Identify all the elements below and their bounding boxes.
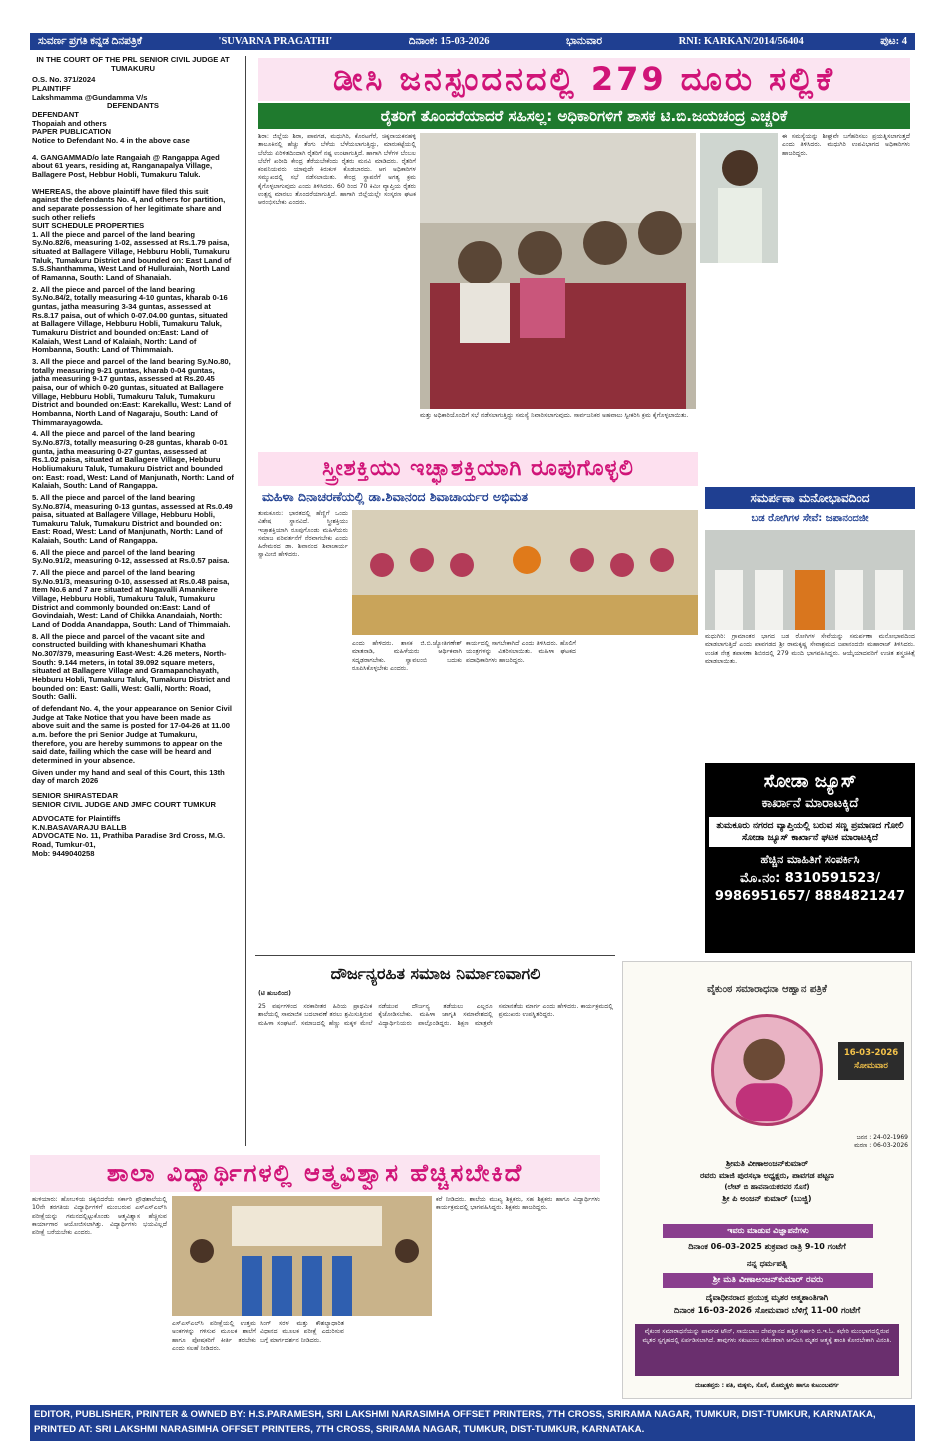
story5-column-2: ಎಸ್‌ಎಸ್‌ಎಲ್‌ಸಿ ಪರೀಕ್ಷೆಯಲ್ಲಿ ಉತ್ತಮ ಅಂಕಗಳನ್ನು ಗಳಿಸುವ ಮೂಲಕ ಶಾಲೆಗೆ ಹಾಗೂ ಪೋಷಕರಿಗೆ ಕೀರ್ತಿ ತರಬೇಕು ಎಂದು ಸಲಹೆ ನೀಡಿದರು.	[172, 1320, 256, 1352]
schedule-heading: SUIT SCHEDULE PROPERTIES	[32, 221, 145, 231]
story5-column-3: ಸಿಂಗ್ ಸರಳ ಮತ್ತು ಕೌಶಲ್ಯಾಧಾರಿತ ವಿಧಾನದ ಮೂಲಕ ಪರೀಕ್ಷೆ ಎದುರಿಸುವ ಬಗ್ಗೆ ಮಾರ್ಗದರ್ಶನ ನೀಡಿದರು.	[260, 1320, 344, 1344]
defendants-heading: DEFENDANTS	[107, 101, 159, 111]
schedule-item-2: 2. All the piece and parcel of the land bearing Sy.No.84/2, totally measuring 4-10 guntas, kharab 0-16 guntas, jatha measuring 3-34 guntas, assessed at Rs.8.17 paisa, out of which 0-07.04.00 guntas, situated at Ballagere Village, Hebburu Hobli, Tumakuru Taluk, Tumakuru District and bounded on:East: Land of Kalaiah, West Land of Kalaiah, North: Land of Hombanna, South: Land of Thimmaiah.	[32, 284, 228, 355]
portrait-icon	[711, 1014, 823, 1126]
spouse-heading: ನನ್ನ ಧರ್ಮಪತ್ನಿ	[746, 1259, 788, 1268]
rni-number: RNI: KARKAN/2014/56404	[678, 36, 804, 47]
schedule-item-7: 7. All the piece and parcel of the land bearing Sy.No.91/3, measuring 0-10, assessed at Rs.0.48 paisa, Item No.6 and 7 are situated at Nagavalli Amanikere Village, Hebburu Hobli, Tumakuru Taluk, Tumakuru District and commonly bounded on:East: Land of Govindaiah, West: Land of Chikka Anandaiah, North: Land of Dodda Anandappa, South: Land of Thimmaiah.	[32, 568, 231, 630]
advocate-line-2: K.N.BASAVARAJU BALLB	[32, 822, 127, 832]
story1-subheadline: ರೈತರಿಗೆ ತೊಂದರೆಯಾದರೆ ಸಹಿಸಲ್ಲ: ಅಧಿಕಾರಿಗಳಿಗೆ ಶಾಸಕ ಟಿ.ಬಿ.ಜಯಚಂದ್ರ ಎಚ್ಚರಿಕೆ	[258, 103, 910, 129]
story2-column-1: ತುಮಕೂರು: ಭಾರತದಲ್ಲಿ ಹೆಣ್ಣಿಗೆ ಒಂದು ವಿಶೇಷ ಸ್ಥಾನವಿದೆ. ಸ್ತ್ರೀಶಕ್ತಿಯು ಇಚ್ಛಾಶಕ್ತಿಯಾಗಿ ರೂಪುಗೊಂಡು ಮಹಿಳೆಯರು ಸಮಾಜ ಪರಿವರ್ತನೆಗೆ ನೆರವಾಗಬೇಕು ಎಂದು ಹಿರೇಮಠದ ಡಾ. ಶಿವಾನಂದ ಶಿವಾಚಾರ್ಯ ಸ್ವಾಮೀಜಿ ಹೇಳಿದರು.	[258, 510, 348, 559]
story4-body: 25 ವರ್ಷಗಳಿಂದ ಸರಕಾರೀತರ ಹಿರಿಯ ಪ್ರಾಥಮಿಕ ಶಾಲೆಯಲ್ಲಿ ಸಾಮಾಜಿಕ ಬದಲಾವಣೆ ತರಲು ಶ್ರಮಿಸುತ್ತಿರುವ ಮಹಿಳಾ ಸಂಘಟನೆ. ಸಮಾಜದಲ್ಲಿ ಹೆಣ್ಣು ಮಕ್ಕಳ ಮೇಲೆ ನಡೆಯುವ ದೌರ್ಜನ್ಯ ತಡೆಯಲು ಎಲ್ಲರೂ ಕೈಜೋಡಿಸಬೇಕು. ಮಹಿಳಾ ಜಾಗೃತಿ ಸಮಾವೇಶದಲ್ಲಿ ವಿದ್ಯಾರ್ಥಿನಿಯರು ಪಾಲ್ಗೊಂಡಿದ್ದರು. ಶಿಕ್ಷಣ ಮಾತ್ರವೇ ಸಮಾನತೆಯ ಮಾರ್ಗ ಎಂದು ಹೇಳಿದರು. ಕಾರ್ಯಕ್ರಮದಲ್ಲಿ ಪ್ರಮುಖರು ಉಪಸ್ಥಿತರಿದ್ದರು.	[258, 1003, 613, 1027]
story3-photo	[705, 530, 915, 630]
woman-portrait-icon	[714, 1017, 820, 1123]
farmer-photo-icon	[700, 133, 778, 263]
students-photo-icon	[172, 1196, 432, 1316]
advocate-phone: Mob: 9449040258	[32, 848, 95, 858]
schedule-item-6: 6. All the piece and parcel of the land bearing Sy.No.91/2, measuring 0-12, assessed at Rs.0.57 paisa.	[32, 547, 230, 566]
meeting-photo-icon	[420, 133, 696, 409]
story4-headline: ದೌರ್ಜನ್ಯರಹಿತ ಸಮಾಜ ನಿರ್ಮಾಣವಾಗಲಿ	[330, 964, 541, 983]
court-name: IN THE COURT OF THE PRL SENIOR CIVIL JUDGE AT TUMAKURU	[36, 56, 230, 73]
defendant-name: Thopaiah and others	[32, 118, 107, 128]
deceased-name: ಶ್ರೀಮತಿ ವೀಣಾಅಂಜನ್‌ಕುಮಾರ್	[725, 1159, 809, 1168]
ceremony-line-1: ದೈವಾಧೀನರಾದ ಪ್ರಯುಕ್ತ ಮೃತರ ಆತ್ಮಶಾಂತಿಗಾಗಿ	[705, 1293, 829, 1302]
story1-photo	[420, 133, 696, 409]
schedule-item-3: 3. All the piece and parcel of the land bearing Sy.No.80, totally measuring 9-21 guntas, kharab 0-04 guntas, jatha measuring 9-17 guntas, assessed at Rs.20.45 paisa, our of which 0-20 guntas, situated at Ballagere Village, Hebburu Hobli, Tumakuru Taluk, Tumakuru District and bounded on:East: Karekallu, West: Land of Hombanna, North Land of Nagaraju, South: Land of Thimmarayagowda.	[32, 357, 232, 427]
story1-headline: ಡೀಸಿ ಜನಸ್ಪಂದನದಲ್ಲಿ 279 ದೂರು ಸಲ್ಲಿಕೆ	[258, 58, 910, 101]
story2-headline: ಸ್ತ್ರೀಶಕ್ತಿಯು ಇಚ್ಛಾಶಕ್ತಿಯಾಗಿ ರೂಪುಗೊಳ್ಳಲಿ	[258, 452, 698, 486]
story5-column-4: ಕರೆ ನೀಡಿದರು. ಶಾಲೆಯ ಮುಖ್ಯ ಶಿಕ್ಷಕರು, ಸಹ ಶಿಕ್ಷಕರು ಹಾಗೂ ವಿದ್ಯಾರ್ಥಿಗಳು ಕಾರ್ಯಕ್ರಮದಲ್ಲಿ ಭಾಗವಹಿಸಿದ್ದರು. ಶಿಕ್ಷಕರು ಹಾಜರಿದ್ದರು.	[436, 1196, 600, 1212]
deceased-info	[623, 1158, 911, 1205]
schedule-item-4: 4. All the piece and parcel of the land bearing Sy.No.87/3, totally measuring 0-28 guntas, kharab 0-01 gunta, jatha measuring 0-27 guntas, assessed at Rs.1.02 paisa, situated at Ballagere Village, Hebburu Hobliumakuru Taluk, Tumakuru District and bounded on: East: road, West: Land of Manjunath, North: Land of Kalaiah, South: Land of Rangappa.	[32, 429, 234, 491]
birth-date: ಜನನ : 24-02-1969	[856, 1134, 908, 1141]
ad-phone-2: 9986951657/ 8884821247	[714, 889, 906, 905]
doctors-photo-icon	[705, 530, 915, 630]
story2-subheadline: ಮಹಿಳಾ ದಿನಾಚರಣೆಯಲ್ಲಿ ಡಾ.ಶಿವಾನಂದ ಶಿವಾಚಾರ್ಯರ ಅಭಿಮತ	[258, 487, 698, 507]
defendant-4: 4. GANGAMMAD/o late Rangaiah @ Rangappa Aged about 61 years, residing at, Ranganapalya Village, Ballagere Post, Hebbur Hobli, Tumakuru Taluk.	[32, 152, 220, 179]
story2-photo	[352, 510, 698, 635]
story3-body: ಮಧುಗಿರಿ: ಗ್ರಾಮಾಂತರ ಭಾಗದ ಬಡ ರೋಗಿಗಳ ಸೇವೆಯನ್ನು ಸಮರ್ಪಣಾ ಮನೋಭಾವದಿಂದ ಮಾಡಲಾಗುತ್ತಿದೆ ಎಂದು ಪಾವಗಡದ ಶ್ರೀ ರಾಮಕೃಷ್ಣ ಸೇವಾಶ್ರಮದ ಜಪಾನಂದಜೀ ಮಹಾರಾಜ್ ತಿಳಿಸಿದರು. ಉಚಿತ ನೇತ್ರ ತಪಾಸಣಾ ಶಿಬಿರದಲ್ಲಿ 279 ಮಂದಿ ಭಾಗವಹಿಸಿದ್ದರು. ಆಯ್ಕೆಯಾದವರಿಗೆ ಉಚಿತ ಶಸ್ತ್ರಚಿಕಿತ್ಸೆ ಮಾಡಲಾಯಿತು.	[705, 633, 915, 665]
announcement-bar: ಇವರು ಮಾಡುವ ವಿಜ್ಞಾಪನೆಗಳು	[663, 1224, 873, 1238]
given-line: Given under my hand and seal of this Court, this 13th day of march 2026	[32, 767, 225, 786]
section-divider	[255, 955, 615, 956]
story1-photo-2	[700, 133, 778, 263]
paper-name-english: 'SUVARNA PRAGATHI'	[218, 36, 333, 47]
birth-death-dates	[823, 1134, 908, 1151]
story1-column-right: ಈ ಸಮಸ್ಯೆಯನ್ನು ಶೀಘ್ರವೇ ಬಗೆಹರಿಸಲು ಪ್ರಯತ್ನಿಸಲಾಗುತ್ತದೆ ಎಂದು ತಿಳಿಸಿದರು. ಮಧುಗಿರಿ ಉಪವಿಭಾಗದ ಅಧಿಕಾರಿಗಳು ಹಾಜರಿದ್ದರು.	[782, 133, 910, 157]
story4-byline: (ಟಿ ಹುಬಲಿಂದ)	[258, 990, 291, 997]
deceased-relation: (ಲೇಟ್ ಬಿ ಹಾವನಾಯಕರವರ ಸೊಸೆ)	[724, 1183, 810, 1191]
name-bar: ಶ್ರೀ ಮತಿ ವೀಣಾಅಂಜನ್‌ಕುಮಾರ್ ರವರು	[663, 1273, 873, 1288]
schedule-item-5: 5. All the piece and parcel of the land bearing Sy.No.87/4, measuring 0-13 guntas, assessed at Rs.0.49 paisa, situated at Ballagere Village, Hebburu Hobli, Tumakuru Taluk, Tumakuru District and bounded on: East: Road, West: Land of Manjunath, North: Land of Kalaiah, South: Land of Rangappa.	[32, 492, 233, 546]
ceremony-line-2: ದಿನಾಂಕ 16-03-2026 ಸೋಮವಾರ ಬೆಳಿಗ್ಗೆ 11-00 ಗಂಟೆಗೆ	[673, 1306, 861, 1316]
publication-label: PAPER PUBLICATION	[32, 127, 112, 137]
story1-column-1: ಶಿರಾ: ಜಿಲ್ಲೆಯ ಶಿರಾ, ಪಾವಗಡ, ಮಧುಗಿರಿ, ಕೊರಟಗೆರೆ, ಚಿಕ್ಕನಾಯಕನಹಳ್ಳಿ ತಾಲೂಕಿನಲ್ಲಿ ಹೆಚ್ಚು ತೆಂಗು ಬೆಳೆಯ ಬೆಳೆಯಲಾಗುತ್ತಿದ್ದು, ಮಾರುಕಟ್ಟೆಯಲ್ಲಿ ಬೆಲೆಯ ಏರಿಳಿತದಿಂದಾಗಿ ರೈತರಿಗೆ ನಷ್ಟ ಉಂಟಾಗುತ್ತಿದೆ. ಹಾಗಾಗಿ ಬೆಳೆಗಳ ಬೆಂಬಲ ಬೆಲೆಗೆ ಖರೀದಿ ಕೇಂದ್ರ ತೆರೆಯಬೇಕೆಂದು ರೈತರು ಮನವಿ ಮಾಡಿದರು. ರೈತರಿಗೆ ಕಂಪನಿಯವರು ಯಾವುದೇ ಕಿರುಕುಳ ಕೊಡಬಾರದು. ಆಗ ಅಧಿಕಾರಿಗಳ ಸಮ್ಮುಖದಲ್ಲಿ ಸಭೆ ನಡೆಸಲಾಯಿತು. ಕೇಂದ್ರ ಸ್ಥಾಪನೆಗೆ ಅಗತ್ಯ ಕ್ರಮ ಕೈಗೊಳ್ಳಲಾಗುವುದು ಎಂದು ತಿಳಿಸಿದರು. 60 ರಿಂದ 70 ಕಿಮೀ ವ್ಯಾಪ್ತಿಯ ರೈತರು ಉತ್ಪನ್ನ ಮಾರಲು ತೊಂದರೆಯಾಗುತ್ತಿದೆ. ಹಾಗಾಗಿ ಜಿಲ್ಲೆಯಲ್ಲೇ ಸಂಸ್ಕರಣ ಘಟಕ ಆರಂಭಿಸಬೇಕು ಎಂದರು.	[258, 133, 416, 206]
schedule-item-1: 1. All the piece and parcel of the land bearing Sy.No.82/6, measuring 1-02, assessed at Rs.1.79 paisa, situated at Ballagere Village, Hebburu Hobli, Tumakuru Taluk, Tumakuru District and bounded on: East Land of S.S.Shanthamma, West Land of Hulluraiah, North Land of Ramanna, South: Land of Shanaiah.	[32, 229, 232, 283]
ad-description: ತುಮಕೂರು ನಗರದ ವ್ಯಾಪ್ತಿಯಲ್ಲಿ ಬರುವ ಸಣ್ಣ ಪ್ರಮಾಣದ ಗೋಲಿ ಸೋಡಾ ಜ್ಯೂಸ್ ಕಾರ್ಖಾನೆ ಘಟಕ ಮಾರಾಟಕ್ಕಿದೆ	[709, 817, 911, 847]
venue-box: ವೈಕುಂಠ ಸಮಾರಾಧನೆಯನ್ನು ಪಾವಗಡ ಟೌನ್, ಸಾಯಿಬಾಬ ದೇವಸ್ಥಾನದ ಹತ್ತಿರ ಸರ್ಕಾರಿ ಬಿ.ಇ.ಓ. ಕಛೇರಿ ಮುಂಭಾಗದಲ್ಲಿರುವ ಮೃತರ ಸ್ವಗೃಹದಲ್ಲಿ ಏರ್ಪಡಿಸಲಾಗಿದೆ. ತಾವುಗಳು ಸಕುಟುಂಬ ಸಮೇತರಾಗಿ ಆಗಮಿಸಿ ಮೃತರ ಆತ್ಮಕ್ಕೆ ಶಾಂತಿ ಕೋರಬೇಕಾಗಿ ವಿನಂತಿ.	[635, 1324, 899, 1376]
signatory-2: SENIOR CIVIL JUDGE AND JMFC COURT TUMKUR	[32, 799, 216, 809]
imprint-footer: EDITOR, PUBLISHER, PRINTER & OWNED BY: H.S.PARAMESH, SRI LAKSHMI NARASIMHA OFFSET PRINTERS, 7TH CROSS, SRIRAMA NAGAR, TUMKUR, DIST-TUMKUR, KARNATAKA, PRINTED AT: SRI LAKSHMI NARASIMHA OFFSET PRINTERS, 7TH CROSS, SRIRAMA NAGAR, TUMKUR, DIST-TUMKUR, KARNATAKA.	[30, 1405, 915, 1441]
issue-date: ದಿನಾಂಕ: 15-03-2026	[408, 35, 490, 47]
death-date: ಮರಣ : 06-03-2026	[854, 1142, 908, 1150]
deceased-role: ರವರು ಮಾಜಿ ಪುರಸಭಾ ಅಧ್ಯಕ್ಷರು, ಪಾವಗಡ ಪಟ್ಟಣ	[700, 1171, 834, 1180]
case-number: O.S. No. 371/2024	[32, 75, 96, 85]
legal-notice	[32, 56, 234, 1146]
column-divider	[245, 56, 246, 1146]
appearance-para: of defendant No. 4, the your appearance on Senior Civil Judge at Take Notice that you have been made as above suit and the same is posted for 17-04-26 at 11.00 a.m. before the pri Senior Judge at Tumakuru, therefore, you are hereby summons to appear on the said date, failing which the case will be heard and determined in your absence.	[32, 703, 233, 765]
masthead-bar	[30, 33, 915, 50]
advocate-line-3: ADVOCATE No. 11, Prathiba Paradise 3rd Cross, M.G. Road, Tumkur-01,	[32, 831, 226, 850]
death-date-line: ದಿನಾಂಕ 06-03-2025 ಶುಕ್ರವಾರ ರಾತ್ರಿ 9-10 ಗಂಟೆಗೆ	[688, 1242, 846, 1251]
ad-title: ಸೋಡಾ ಜ್ಯೂಸ್	[763, 771, 857, 792]
issue-day: ಭಾನುವಾರ	[566, 35, 603, 47]
date-badge-day: ಸೋಮವಾರ	[854, 1060, 888, 1071]
story1-column-mid: ಮತ್ತು ಅಧಿಕಾರಿಯೊಂದಿಗೆ ಸಭೆ ನಡೆಸಲಾಗುತ್ತಿದ್ದು ಸಮಸ್ಯೆ ನಿವಾರಿಸಲಾಗುವುದು. ಸಾರ್ವಜನಿಕರ ಅಹವಾಲು ಸ್ವೀಕರಿಸಿ ಕ್ರಮ ಕೈಗೊಳ್ಳಲಾಯಿತು.	[420, 412, 689, 419]
ad-subtitle: ಕಾರ್ಖಾನೆ ಮಾರಾಟಕ್ಕಿದೆ	[761, 796, 859, 811]
group-photo-icon	[352, 510, 698, 635]
story5-column-1: ಹುಳಿಯಾರು: ಹೋಬಳಿಯ ಚಿಕ್ಕಬಿದರೆಯ ಸರ್ಕಾರಿ ಪ್ರೌಢಶಾಲೆಯಲ್ಲಿ 10ನೇ ತರಗತಿಯ ವಿದ್ಯಾರ್ಥಿಗಳಿಗೆ ಮುಂಬರುವ ಎಸ್‌ಎಸ್‌ಎಲ್‌ಸಿ ಪರೀಕ್ಷೆಯನ್ನು ಗಮನದಲ್ಲಿಟ್ಟುಕೊಂಡು ಆತ್ಮವಿಶ್ವಾಸ ಹೆಚ್ಚಿಸುವ ಕಾರ್ಯಾಗಾರ ಆಯೋಜಿಸಲಾಗಿತ್ತು. ವಿದ್ಯಾರ್ಥಿಗಳು ಭಯವಿಲ್ಲದೆ ಪರೀಕ್ಷೆ ಬರೆಯಬೇಕು ಎಂದರು.	[32, 1196, 167, 1236]
date-badge-date: 16-03-2026	[843, 1048, 899, 1058]
paper-name-kannada: ಸುವರ್ಣ ಪ್ರಗತಿ ಕನ್ನಡ ದಿನಪತ್ರಿಕೆ	[38, 35, 143, 47]
husband-name: ಶ್ರೀ ಪಿ ಅಂಜನ್ ಕುಮಾರ್ (ಬುಜ್ಜಿ)	[722, 1193, 812, 1203]
notice-line: Notice to Defendant No. 4 in the above case	[32, 135, 190, 145]
story2-column-2: ಎಂದು ಹೇಳಿದರು. ಶಾಸಕ ಜಿ.ಬಿ.ಜ್ಯೋತಿಗಣೇಶ್ ಮಾತನಾಡಿ, ಮಹಿಳೆಯರು ಆರ್ಥಿಕವಾಗಿ ಸದೃಢರಾಗಬೇಕು. ಸ್ವಾವಲಂಬಿ ಬದುಕು ರೂಪಿಸಿಕೊಳ್ಳಬೇಕು ಎಂದರು.	[352, 640, 462, 672]
story3-subheadline: ಬಡ ರೋಗಿಗಳ ಸೇವೆ: ಜಪಾನಂದಜೀ	[751, 513, 869, 524]
defendant-heading: DEFENDANT	[32, 109, 79, 119]
story5-headline: ಶಾಲಾ ವಿದ್ಯಾರ್ಥಿಗಳಲ್ಲಿ ಆತ್ಮವಿಶ್ವಾಸ ಹೆಚ್ಚಿಸಬೇಕಿದೆ	[30, 1155, 600, 1192]
date-badge	[838, 1042, 904, 1080]
page-number: ಪುಟ: 4	[880, 35, 907, 47]
advocate-line-1: ADVOCATE for Plaintiffs	[32, 814, 121, 824]
obituary-title: ವೈಕುಂಠ ಸಮಾರಾಧನಾ ಆಹ್ವಾನ ಪತ್ರಿಕೆ	[707, 984, 827, 995]
story3-headline: ಸಮರ್ಪಣಾ ಮನೋಭಾವದಿಂದ	[705, 487, 915, 509]
soda-factory-ad	[705, 763, 915, 953]
schedule-item-8: 8. All the piece and parcel of the vacant site and constructed building with khaneshumari Khatha No.307/379, measuring East-West: 4.26 meters, North-South: 9.144 meters, in total 39.092 square meters, situated at Ballagere Village and Gramapanchayath, Hebburu Hobli, Tumakuru Taluk, Tumakuru District and bounded on: East: Galli, West: Galli, North: Road, South: Galli.	[32, 631, 231, 702]
parties: Lakshmamma @Gundamma V/s	[32, 92, 148, 102]
mourners-line: ದುಃಖತಪ್ತರು : ಪತಿ, ಮಕ್ಕಳು, ಸೊಸೆ, ಮೊಮ್ಮಕ್ಕಳು ಹಾಗೂ ಕುಟುಂಬವರ್ಗ	[695, 1382, 839, 1389]
ad-contact-label: ಹೆಚ್ಚಿನ ಮಾಹಿತಿಗೆ ಸಂಪರ್ಕಿಸಿ	[760, 853, 860, 867]
whereas-para: WHEREAS, the above plaintiff have filed this suit against the defendants No. 4, and others for partition, and separate possession of her legitimate share and such other reliefs	[32, 186, 226, 222]
ad-phone-1: ಮೊ.ನಂ: 8310591523/	[739, 871, 880, 887]
signatory-1: SENIOR SHIRASTEDAR	[32, 790, 119, 800]
story2-column-3: ಕಾರ್ಯದಲ್ಲಿ ಸಾಗಬೇಕಾಗಿದೆ ಎಂದು ತಿಳಿಸಿದರು. ಹೊಲಿಗೆ ಯಂತ್ರಗಳನ್ನು ವಿತರಿಸಲಾಯಿತು. ಮಹಿಳಾ ಘಟಕದ ಪದಾಧಿಕಾರಿಗಳು ಹಾಜರಿದ್ದರು.	[466, 640, 576, 664]
obituary-ad	[622, 961, 912, 1399]
plaintiff-heading: PLAINTIFF	[32, 83, 71, 93]
story5-photo	[172, 1196, 432, 1316]
